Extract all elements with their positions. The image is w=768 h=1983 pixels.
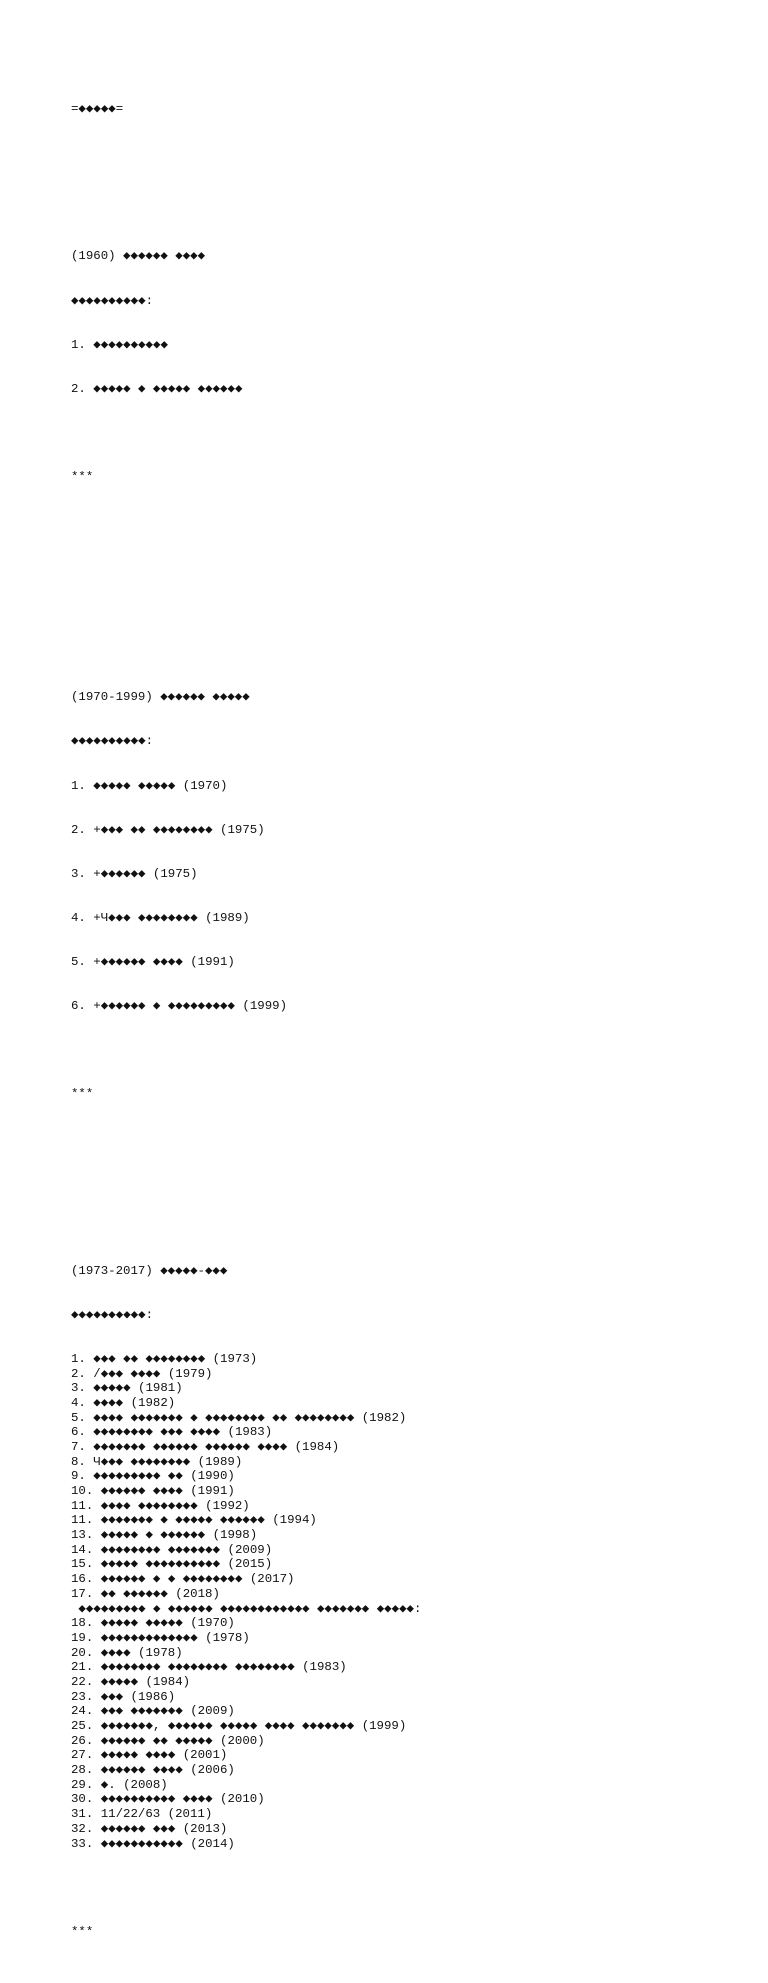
list-item: 1. ◆◆◆◆◆◆◆◆◆◆ <box>71 337 168 352</box>
list-item: 8. Ч◆◆◆ ◆◆◆◆◆◆◆◆ (1989) <box>71 1454 243 1469</box>
section-separator: *** <box>71 1924 94 1939</box>
list-item: 5. +◆◆◆◆◆◆ ◆◆◆◆ (1991) <box>71 954 235 969</box>
list-item: 6. ◆◆◆◆◆◆◆◆ ◆◆◆ ◆◆◆◆ (1983) <box>71 1425 273 1440</box>
section-1973-2017 <box>71 1234 751 1969</box>
list-item: 1. ◆◆◆ ◆◆ ◆◆◆◆◆◆◆◆ (1973) <box>71 1351 258 1366</box>
blank-line <box>71 514 751 529</box>
list-item: 2. /◆◆◆ ◆◆◆◆ (1979) <box>71 1366 213 1381</box>
list-item: 31. 11/22/63 (2011) <box>71 1807 213 1822</box>
list-item: 29. ◆. (2008) <box>71 1777 168 1792</box>
list-item: 4. ◆◆◆◆ (1982) <box>71 1395 176 1410</box>
list-item: 2. +◆◆◆ ◆◆ ◆◆◆◆◆◆◆◆ (1975) <box>71 822 265 837</box>
section-heading: (1973-2017) ◆◆◆◆◆-◆◆◆ <box>71 1263 228 1278</box>
list-item: 1. ◆◆◆◆◆ ◆◆◆◆◆ (1970) <box>71 778 228 793</box>
section-subheading: ◆◆◆◆◆◆◆◆◆◆: <box>71 293 154 308</box>
section-subheading: ◆◆◆◆◆◆◆◆◆◆: <box>71 1307 154 1322</box>
section-heading: (1960) ◆◆◆◆◆◆ ◆◆◆◆ <box>71 249 206 264</box>
section-1970-1999 <box>71 661 751 1175</box>
list-item: 17. ◆◆ ◆◆◆◆◆◆ (2018) <box>71 1586 220 1601</box>
list-item: ◆◆◆◆◆◆◆◆◆ ◆ ◆◆◆◆◆◆ ◆◆◆◆◆◆◆◆◆◆◆◆ ◆◆◆◆◆◆◆ ◆◆◆◆◆: <box>71 1601 422 1616</box>
blank-line <box>71 1043 751 1058</box>
list-item: 28. ◆◆◆◆◆◆ ◆◆◆◆ (2006) <box>71 1763 235 1778</box>
list-item: 4. +Ч◆◆◆ ◆◆◆◆◆◆◆◆ (1989) <box>71 910 250 925</box>
list-item: 14. ◆◆◆◆◆◆◆◆ ◆◆◆◆◆◆◆ (2009) <box>71 1542 273 1557</box>
item-list <box>71 1352 751 1851</box>
list-item: 20. ◆◆◆◆ (1978) <box>71 1645 183 1660</box>
list-item: 11. ◆◆◆◆ ◆◆◆◆◆◆◆◆ (1992) <box>71 1498 250 1513</box>
list-item: 30. ◆◆◆◆◆◆◆◆◆◆ ◆◆◆◆ (2010) <box>71 1792 265 1807</box>
list-item: 6. +◆◆◆◆◆◆ ◆ ◆◆◆◆◆◆◆◆◆ (1999) <box>71 999 288 1014</box>
list-item: 16. ◆◆◆◆◆◆ ◆ ◆ ◆◆◆◆◆◆◆◆ (2017) <box>71 1572 295 1587</box>
section-separator: *** <box>71 1087 94 1102</box>
section-1960 <box>71 220 751 602</box>
list-item: 22. ◆◆◆◆◆ (1984) <box>71 1674 191 1689</box>
list-item: 3. +◆◆◆◆◆◆ (1975) <box>71 866 198 881</box>
list-item: 11. ◆◆◆◆◆◆◆ ◆ ◆◆◆◆◆ ◆◆◆◆◆◆ (1994) <box>71 1513 317 1528</box>
list-item: 15. ◆◆◆◆◆ ◆◆◆◆◆◆◆◆◆◆ (2015) <box>71 1557 273 1572</box>
blank-line <box>71 147 751 162</box>
list-item: 9. ◆◆◆◆◆◆◆◆◆ ◆◆ (1990) <box>71 1469 235 1484</box>
list-item: 21. ◆◆◆◆◆◆◆◆ ◆◆◆◆◆◆◆◆ ◆◆◆◆◆◆◆◆ (1983) <box>71 1660 347 1675</box>
list-item: 23. ◆◆◆ (1986) <box>71 1689 176 1704</box>
list-item: 10. ◆◆◆◆◆◆ ◆◆◆◆ (1991) <box>71 1484 235 1498</box>
list-item: 32. ◆◆◆◆◆◆ ◆◆◆ (2013) <box>71 1821 228 1836</box>
list-item: 24. ◆◆◆ ◆◆◆◆◆◆◆ (2009) <box>71 1704 235 1719</box>
list-item: 19. ◆◆◆◆◆◆◆◆◆◆◆◆◆ (1978) <box>71 1630 250 1645</box>
section-separator: *** <box>71 469 94 484</box>
blank-line <box>71 426 751 441</box>
list-item: 18. ◆◆◆◆◆ ◆◆◆◆◆ (1970) <box>71 1616 235 1631</box>
list-item: 26. ◆◆◆◆◆◆ ◆◆ ◆◆◆◆◆ (2000) <box>71 1733 265 1748</box>
document-page <box>71 73 751 1983</box>
blank-line <box>71 558 751 573</box>
blank-line <box>71 1881 751 1896</box>
blank-line <box>71 1131 751 1146</box>
list-item: 27. ◆◆◆◆◆ ◆◆◆◆ (2001) <box>71 1748 228 1763</box>
section-subheading: ◆◆◆◆◆◆◆◆◆◆: <box>71 734 154 749</box>
list-item: 2. ◆◆◆◆◆ ◆ ◆◆◆◆◆ ◆◆◆◆◆◆ <box>71 381 243 396</box>
list-item: 3. ◆◆◆◆◆ (1981) <box>71 1381 183 1396</box>
list-item: 33. ◆◆◆◆◆◆◆◆◆◆◆ (2014) <box>71 1836 235 1851</box>
document-header: =◆◆◆◆◆= <box>71 102 124 117</box>
list-item: 13. ◆◆◆◆◆ ◆ ◆◆◆◆◆◆ (1998) <box>71 1528 258 1543</box>
list-item: 25. ◆◆◆◆◆◆◆, ◆◆◆◆◆◆ ◆◆◆◆◆ ◆◆◆◆ ◆◆◆◆◆◆◆ (1999) <box>71 1719 407 1733</box>
list-item: 7. ◆◆◆◆◆◆◆ ◆◆◆◆◆◆ ◆◆◆◆◆◆ ◆◆◆◆ (1984) <box>71 1439 340 1454</box>
list-item: 5. ◆◆◆◆ ◆◆◆◆◆◆◆ ◆ ◆◆◆◆◆◆◆◆ ◆◆ ◆◆◆◆◆◆◆◆ (1982) <box>71 1410 407 1425</box>
section-heading: (1970-1999) ◆◆◆◆◆◆ ◆◆◆◆◆ <box>71 690 250 705</box>
